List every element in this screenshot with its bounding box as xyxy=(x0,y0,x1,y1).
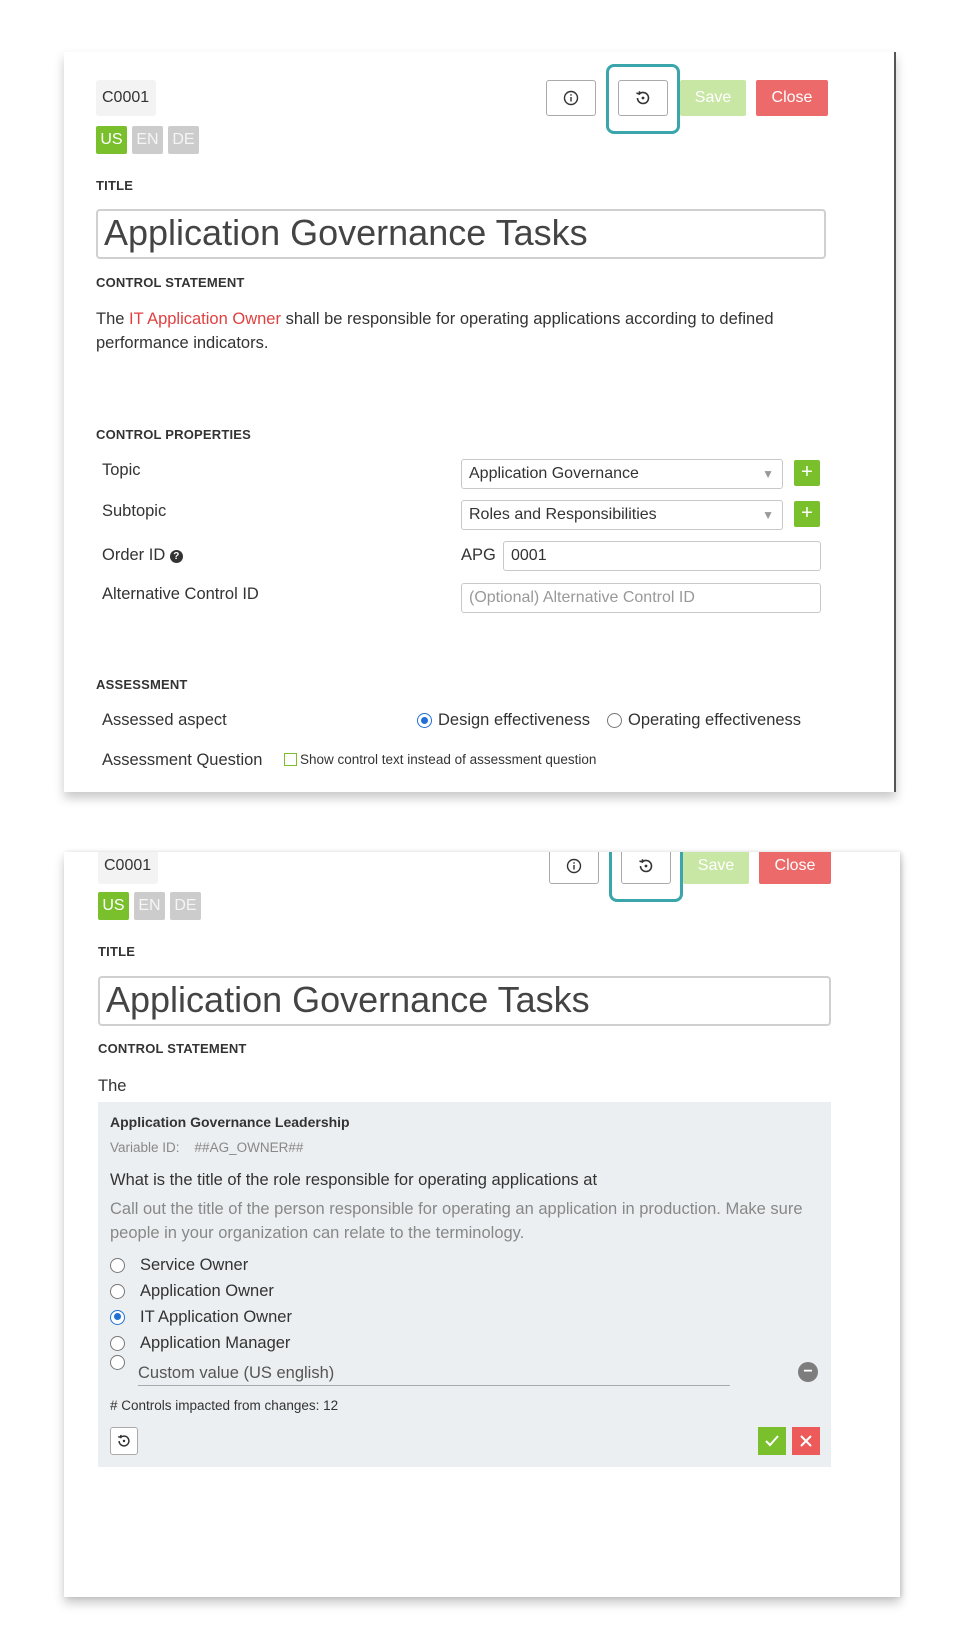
option-label: Service Owner xyxy=(140,1256,249,1274)
help-icon[interactable]: ? xyxy=(170,550,183,563)
subtopic-select[interactable] xyxy=(461,500,783,530)
checkbox-icon[interactable] xyxy=(284,753,297,766)
operating-effectiveness-option[interactable] xyxy=(607,711,801,730)
option-label: Application Manager xyxy=(140,1334,291,1352)
confirm-variable-button[interactable] xyxy=(758,1427,786,1455)
statement-start-text: The xyxy=(98,1077,127,1095)
radio-unselected-icon[interactable] xyxy=(110,1355,125,1370)
history-reset-icon xyxy=(637,857,655,875)
subtopic-label: Subtopic xyxy=(102,502,167,520)
statement-after: shall be responsible for operating applications according to defined performance indicators. xyxy=(96,310,774,352)
subtopic-value: Roles and Responsibilities xyxy=(469,506,657,523)
control-id-badge: C0001 xyxy=(98,852,158,884)
assessment-section-label: ASSESSMENT xyxy=(96,677,188,692)
info-icon xyxy=(566,858,582,874)
variable-id-label: Variable ID: xyxy=(110,1140,180,1155)
variable-hint: Call out the title of the person responsible for operating an application in production. Make sure people in your organization can relate to the terminology. xyxy=(110,1200,803,1242)
lang-tab-de[interactable]: DE xyxy=(170,892,201,920)
order-id-input[interactable]: 0001 xyxy=(503,541,821,571)
close-button[interactable]: Close xyxy=(756,80,828,116)
radio-selected-icon[interactable] xyxy=(110,1310,125,1325)
impacted-controls-count: # Controls impacted from changes: 12 xyxy=(110,1398,339,1413)
statement-variable-link[interactable]: IT Application Owner xyxy=(129,310,281,328)
history-reset-icon xyxy=(116,1433,132,1449)
radio-unselected-icon[interactable] xyxy=(110,1336,125,1351)
title-section-label: TITLE xyxy=(96,178,134,193)
info-icon xyxy=(563,90,579,106)
order-id-label-text: Order ID xyxy=(102,546,166,564)
cancel-variable-button[interactable] xyxy=(792,1427,820,1455)
order-id-label xyxy=(102,546,183,565)
topic-value: Application Governance xyxy=(469,465,639,482)
option-it-application-owner[interactable] xyxy=(110,1305,292,1329)
close-icon xyxy=(799,1434,813,1448)
radio-unselected-icon[interactable] xyxy=(110,1258,125,1273)
variable-id xyxy=(110,1140,303,1155)
radio-selected-icon[interactable] xyxy=(417,713,432,728)
assessment-question-label: Assessment Question xyxy=(102,751,263,769)
operating-effectiveness-label: Operating effectiveness xyxy=(628,711,802,729)
order-id-prefix: APG xyxy=(461,546,496,564)
variable-editor-box xyxy=(98,1102,831,1467)
title-input[interactable]: Application Governance Tasks xyxy=(96,209,826,259)
reset-history-button[interactable] xyxy=(618,80,668,116)
topic-label: Topic xyxy=(102,461,141,479)
control-editor-panel xyxy=(64,52,896,792)
control-id-badge: C0001 xyxy=(96,80,156,116)
alt-control-id-input[interactable]: (Optional) Alternative Control ID xyxy=(461,583,821,613)
dropdown-arrow-icon: ▼ xyxy=(762,508,774,522)
add-subtopic-button[interactable]: + xyxy=(794,501,820,527)
info-button[interactable] xyxy=(549,852,599,884)
variable-reset-button[interactable] xyxy=(110,1427,138,1455)
close-button[interactable]: Close xyxy=(759,852,831,884)
lang-tab-de[interactable]: DE xyxy=(168,126,199,154)
title-section-label: TITLE xyxy=(98,944,136,959)
option-label: IT Application Owner xyxy=(140,1308,292,1326)
custom-value-underline xyxy=(138,1385,730,1386)
show-control-text-label: Show control text instead of assessment question xyxy=(300,752,597,767)
lang-tab-en[interactable]: EN xyxy=(134,892,165,920)
radio-unselected-icon[interactable] xyxy=(607,713,622,728)
remove-custom-value-icon[interactable]: − xyxy=(798,1362,818,1382)
check-icon xyxy=(764,1433,780,1449)
dropdown-arrow-icon: ▼ xyxy=(762,467,774,481)
control-statement-text[interactable] xyxy=(96,307,816,355)
control-editor-panel-variable xyxy=(64,852,900,1597)
option-label: Application Owner xyxy=(140,1282,274,1300)
reset-history-button[interactable] xyxy=(621,852,671,884)
variable-name: Application Governance Leadership xyxy=(110,1114,350,1130)
show-control-text-option[interactable] xyxy=(284,752,596,767)
option-custom-radio[interactable] xyxy=(110,1355,125,1375)
design-effectiveness-label: Design effectiveness xyxy=(438,711,590,729)
statement-before: The xyxy=(96,310,130,328)
radio-unselected-icon[interactable] xyxy=(110,1284,125,1299)
lang-tab-us[interactable]: US xyxy=(98,892,129,920)
title-input[interactable]: Application Governance Tasks xyxy=(98,976,831,1026)
variable-question: What is the title of the role responsible for operating applications at xyxy=(110,1171,598,1189)
properties-section-label: CONTROL PROPERTIES xyxy=(96,427,252,442)
assessed-aspect-label: Assessed aspect xyxy=(102,711,227,729)
option-service-owner[interactable] xyxy=(110,1253,248,1277)
lang-tab-us[interactable]: US xyxy=(96,126,127,154)
option-application-manager[interactable] xyxy=(110,1331,290,1355)
custom-value-input[interactable]: Custom value (US english) xyxy=(138,1364,335,1382)
topic-select[interactable] xyxy=(461,459,783,489)
save-button[interactable]: Save xyxy=(680,80,746,116)
save-button[interactable]: Save xyxy=(683,852,749,884)
alt-control-id-label: Alternative Control ID xyxy=(102,585,259,603)
info-button[interactable] xyxy=(546,80,596,116)
history-reset-icon xyxy=(634,89,652,107)
option-application-owner[interactable] xyxy=(110,1279,274,1303)
lang-tab-en[interactable]: EN xyxy=(132,126,163,154)
add-topic-button[interactable]: + xyxy=(794,460,820,486)
variable-id-value: ##AG_OWNER## xyxy=(194,1140,304,1155)
statement-section-label: CONTROL STATEMENT xyxy=(98,1041,247,1056)
statement-section-label: CONTROL STATEMENT xyxy=(96,275,245,290)
design-effectiveness-option[interactable] xyxy=(417,711,590,730)
